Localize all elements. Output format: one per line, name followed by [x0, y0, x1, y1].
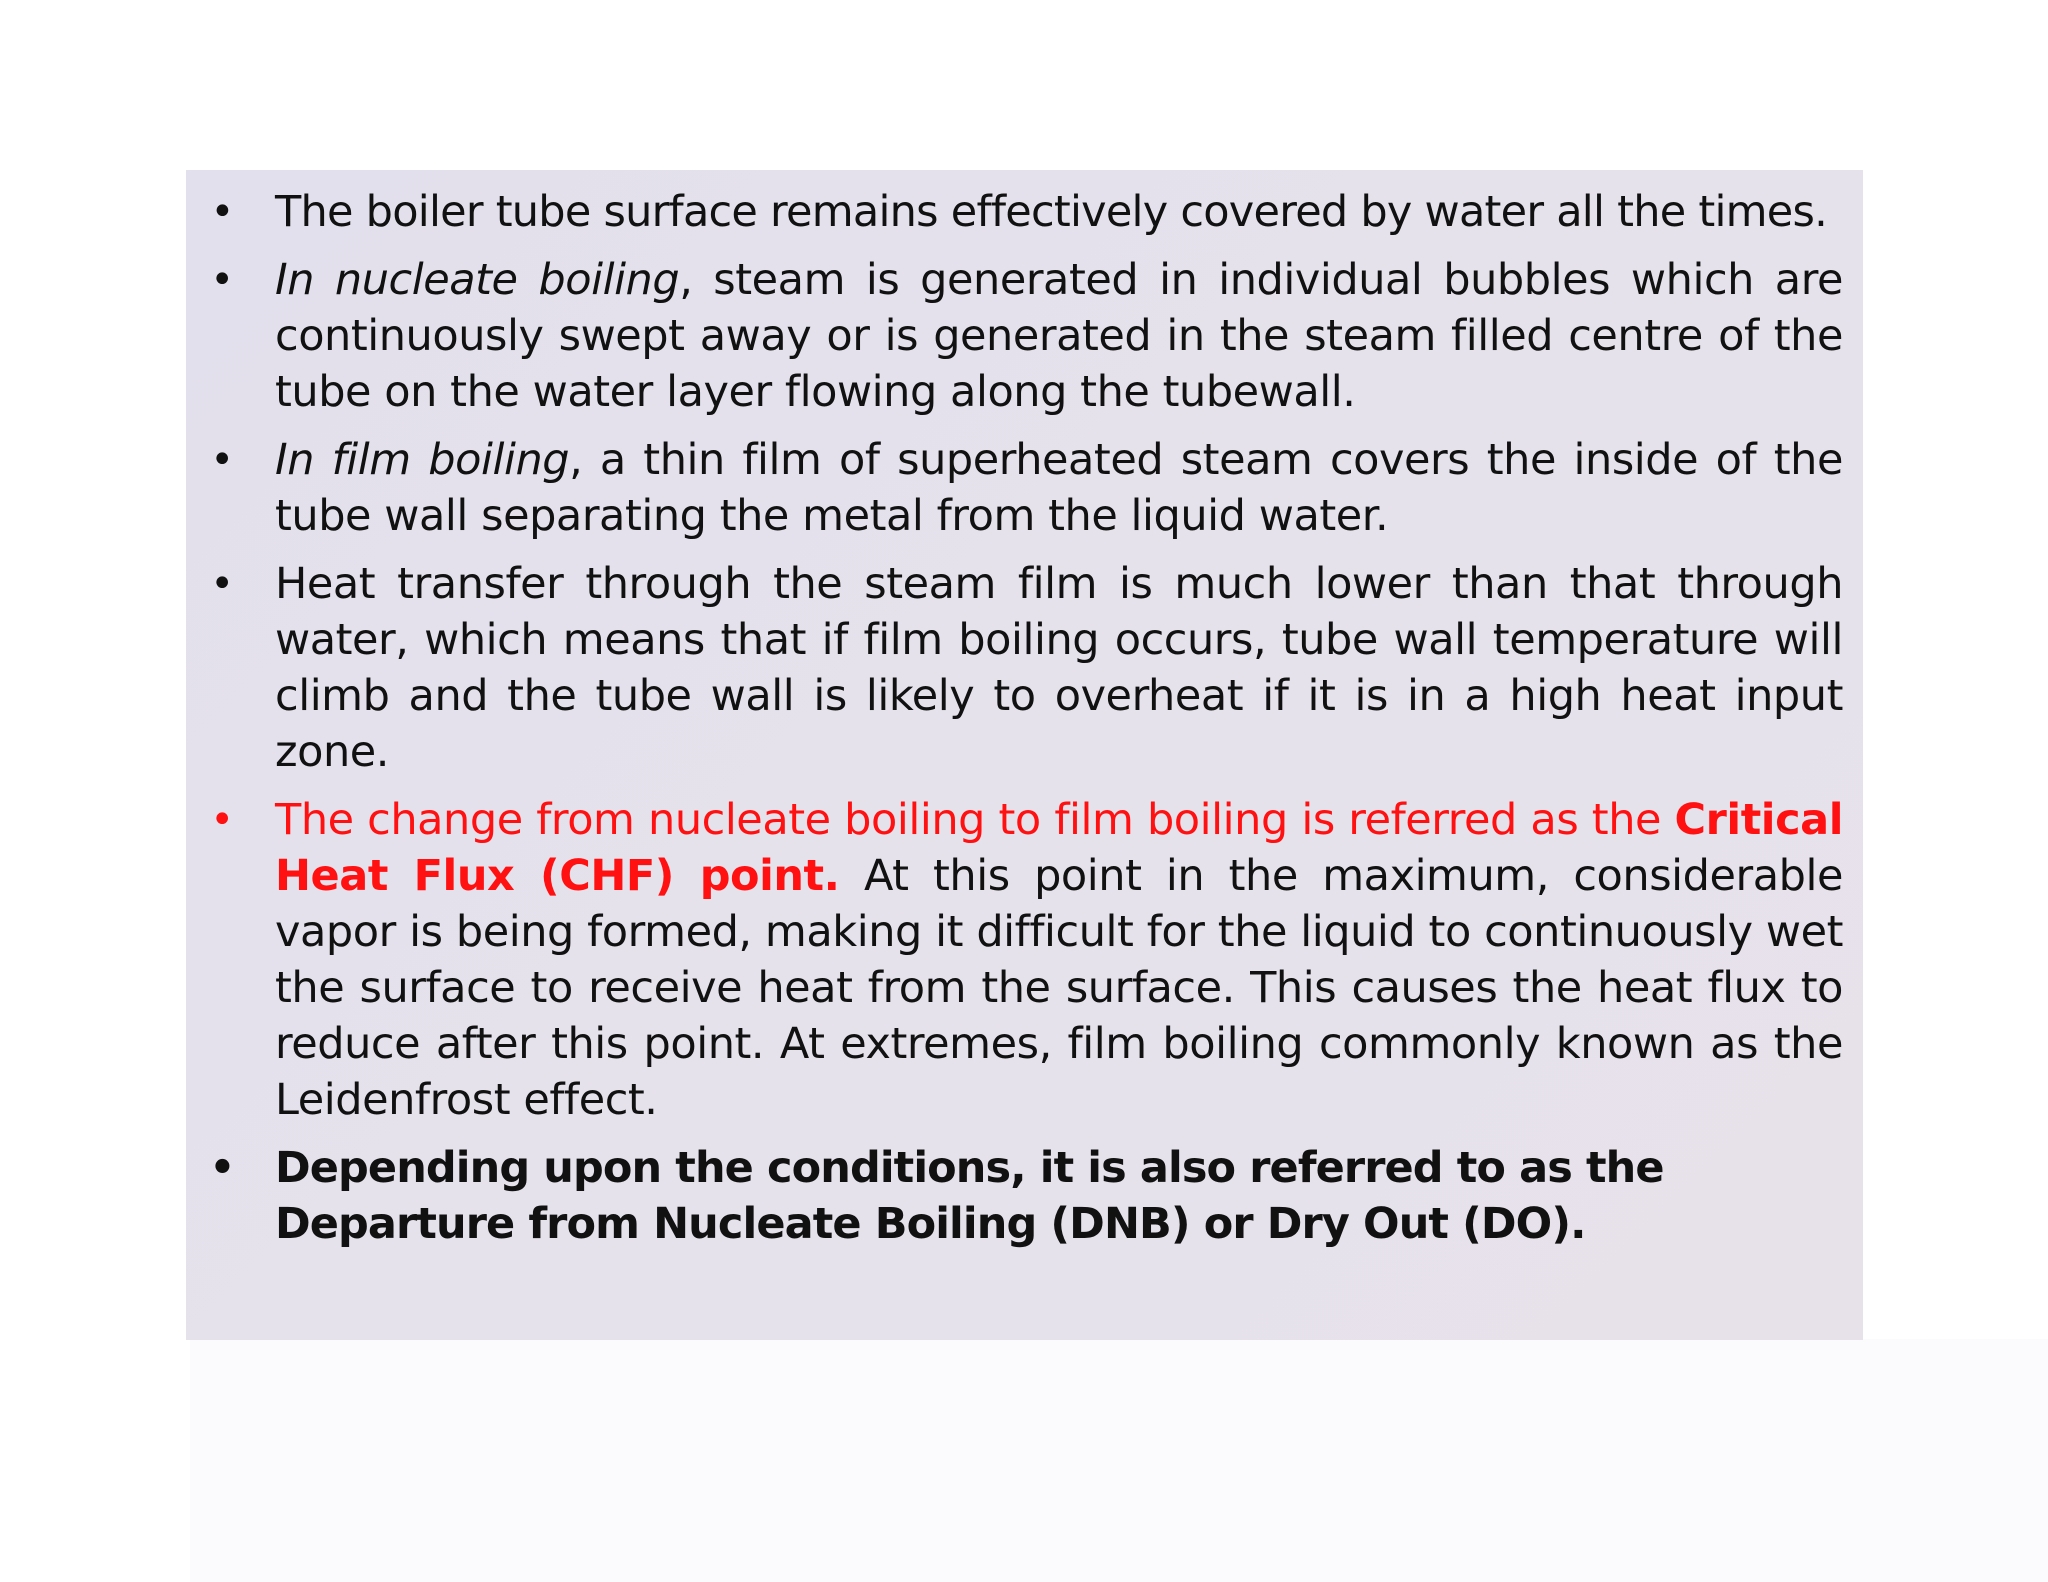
- bullet-text: Heat transfer through the steam film is much lower than that through water, which means that if film boiling occurs, tube wall temperature will climb and the tube wall is likely to overheat if it is in a high heat input zone.: [275, 559, 1843, 777]
- bullet-item-critical-heat-flux: [186, 792, 1863, 1128]
- bullet-text: At this point in the maximum, considerable vapor is being formed, making it difficult for the liquid to continuously wet the surface to receive heat from the surface. This causes the heat flux to reduce after this point. At extremes, film boiling commonly known as the Leidenfrost effect.: [275, 851, 1843, 1125]
- bullet-text: The boiler tube surface remains effectively covered by water all the times.: [275, 187, 1828, 237]
- bullet-item-nucleate-boiling: [186, 252, 1863, 420]
- bullet-icon: •: [209, 1145, 235, 1191]
- bullet-text: , a thin film of superheated steam covers the inside of the tube wall separating the metal from the liquid water.: [275, 435, 1843, 541]
- term-film-boiling: In film boiling: [275, 435, 570, 485]
- term-nucleate-boiling: In nucleate boiling: [275, 255, 680, 305]
- bullet-text: , steam is generated in individual bubbles which are continuously swept away or is generated in the steam filled centre of the tube on the water layer flowing along the tubewall.: [275, 255, 1843, 417]
- bullet-item-heat-transfer: [186, 556, 1863, 780]
- bullet-icon: •: [210, 561, 234, 607]
- page-shadow: [190, 1339, 2048, 1582]
- bullet-item-film-boiling: [186, 432, 1863, 544]
- bullet-icon: •: [210, 189, 234, 235]
- bullet-item-surface-covered: [186, 184, 1863, 240]
- bullet-icon: •: [210, 797, 234, 843]
- highlight-text: The change from nucleate boiling to film boiling is referred as the: [275, 795, 1675, 845]
- term-critical-heat-flux: Critical Heat Flux (CHF) point.: [275, 795, 1843, 901]
- bullet-text-bold: Depending upon the conditions, it is also referred to as the Departure from Nucleate Boiling (DNB) or Dry Out (DO).: [275, 1143, 1664, 1249]
- bullet-item-dnb: [186, 1140, 1863, 1252]
- bullet-icon: •: [210, 257, 234, 303]
- slide-content-box: [186, 170, 1863, 1340]
- bullet-list: [186, 184, 1863, 1264]
- bullet-icon: •: [210, 437, 234, 483]
